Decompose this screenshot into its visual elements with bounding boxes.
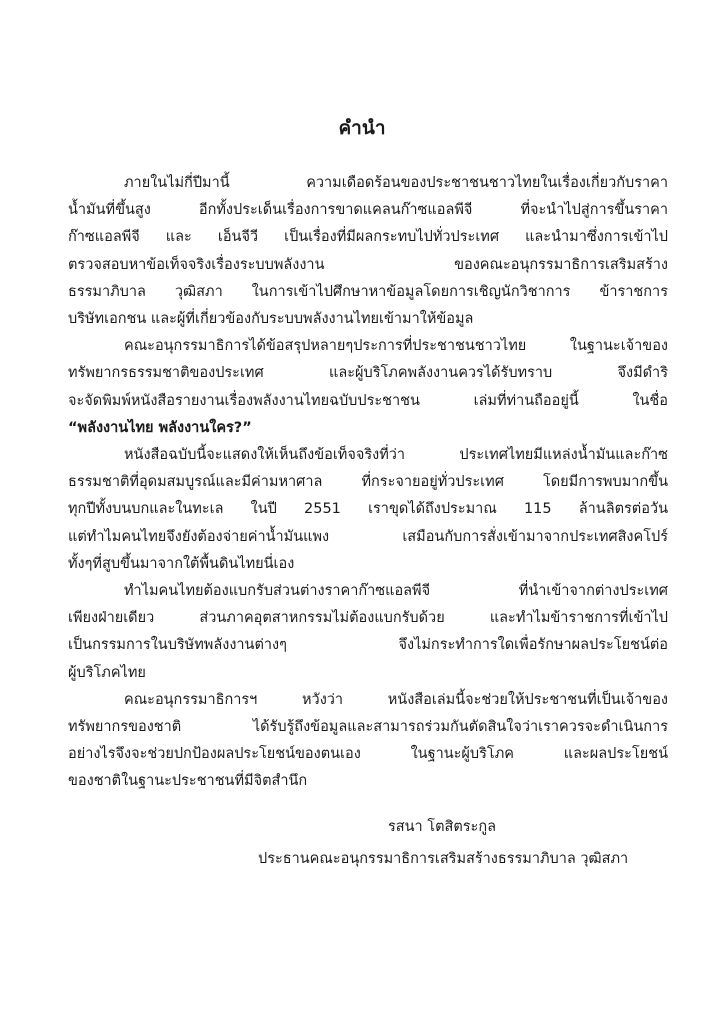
signatory-position: ประธานคณะอนุกรรมาธิการเสริมสร้างธรรมาภิบาล วุฒิสภา — [258, 851, 629, 867]
paragraph-line: เป็นกรรมการในบริษัทพลังงานต่างๆ จึงไม่กระทำการใดเพื่อรักษาผลประโยชน์ต่อ — [68, 637, 668, 654]
paragraph-line: ตรวจสอบหาข้อเท็จจริงเรื่องระบบพลังงาน ของคณะอนุกรรมาธิการเสริมสร้าง — [68, 256, 668, 273]
paragraph-line: คณะอนุกรรมาธิการได้ข้อสรุปหลายๆประการที่ประชาชนชาวไทย ในฐานะเจ้าของ — [124, 338, 668, 355]
signatory-name: รสนา โตสิตระกูล — [388, 819, 497, 835]
book-title-emphasis: “พลังงานไทย พลังงานใคร?” — [68, 419, 252, 436]
paragraph-line: ภายในไม่กี่ปีมานี้ ความเดือดร้อนของประชาชนชาวไทยในเรื่องเกี่ยวกับราคา — [124, 175, 668, 191]
paragraph-line: ทำไมคนไทยต้องแบกรับส่วนต่างราคาก๊าซแอลพีจี ที่นำเข้าจากต่างประเทศ — [124, 583, 668, 600]
paragraph-line: ทรัพยากรธรรมชาติของประเทศ และผู้บริโภคพลังงานควรได้รับทราบ จึงมีดำริ — [68, 365, 668, 382]
paragraph-line: ผู้บริโภคไทย — [68, 664, 146, 681]
paragraph-line: ก๊าซแอลพีจี และ เอ็นจีวี เป็นเรื่องที่มีผลกระทบไปทั่วประเทศ และนำมาซึ่งการเข้าไป — [68, 229, 668, 246]
paragraph-line: ธรรมชาติที่อุดมสมบูรณ์และมีค่ามหาศาล ที่กระจายอยู่ทั่วประเทศ โดยมีการพบมากขึ้น — [68, 474, 668, 491]
document-body — [68, 170, 668, 796]
paragraph-line: อย่างไรจึงจะช่วยปกป้องผลประโยชน์ของตนเอง ในฐานะผู้บริโภค และผลประโยชน์ — [68, 746, 668, 763]
paragraph-line: ของชาติในฐานะประชาชนที่มีจิตสำนึก — [68, 773, 308, 790]
paragraph-line: เพียงฝ่ายเดียว ส่วนภาคอุตสาหกรรมไม่ต้องแบกรับด้วย และทำไมข้าราชการที่เข้าไป — [68, 610, 668, 627]
paragraph-1 — [68, 170, 668, 333]
paragraph-line: บริษัทเอกชน และผู้ที่เกี่ยวข้องกับระบบพลังงานไทยเข้ามาให้ข้อมูล — [68, 311, 474, 328]
paragraph-line: จะจัดพิมพ์หนังสือรายงานเรื่องพลังงานไทยฉบับประชาชน เล่มที่ท่านถืออยู่นี้ ในชื่อ — [68, 392, 668, 409]
page-title: คำนำ — [338, 117, 386, 139]
paragraph-line: น้ำมันที่ขึ้นสูง อีกทั้งประเด็นเรื่องการขาดแคลนก๊าซแอลพีจี ที่จะนำไปสู่การขึ้นราคา — [68, 202, 668, 219]
paragraph-line: คณะอนุกรรมาธิการฯ หวังว่า หนังสือเล่มนี้จะช่วยให้ประชาชนที่เป็นเจ้าของ — [124, 691, 668, 708]
paragraph-3 — [68, 442, 668, 578]
paragraph-line: ธรรมาภิบาล วุฒิสภา ในการเข้าไปศึกษาหาข้อมูลโดยการเชิญนักวิชาการ ข้าราชการ — [68, 283, 668, 300]
paragraph-line: แต่ทำไมคนไทยจึงยังต้องจ่ายค่าน้ำมันแพง เสมือนกับการสั่งเข้ามาจากประเทศสิงคโปร์ — [68, 528, 668, 545]
paragraph-4 — [68, 578, 668, 687]
paragraph-line: ทรัพยากรของชาติ ได้รับรู้ถึงข้อมูลและสามารถร่วมกันตัดสินใจว่าเราควรจะดำเนินการ — [68, 719, 668, 736]
paragraph-line: หนังสือฉบับนี้จะแสดงให้เห็นถึงข้อเท็จจริงที่ว่า ประเทศไทยมีแหล่งน้ำมันและก๊าซ — [124, 447, 668, 464]
paragraph-line: ทั้งๆที่สูบขึ้นมาจากใต้พื้นดินไทยนี่เอง — [68, 555, 295, 572]
paragraph-2 — [68, 333, 668, 442]
paragraph-5 — [68, 687, 668, 796]
paragraph-line: ทุกปีทั้งบนบกและในทะเล ในปี 2551 เราขุดได้ถึงประมาณ 115 ล้านลิตรต่อวัน — [68, 501, 668, 518]
